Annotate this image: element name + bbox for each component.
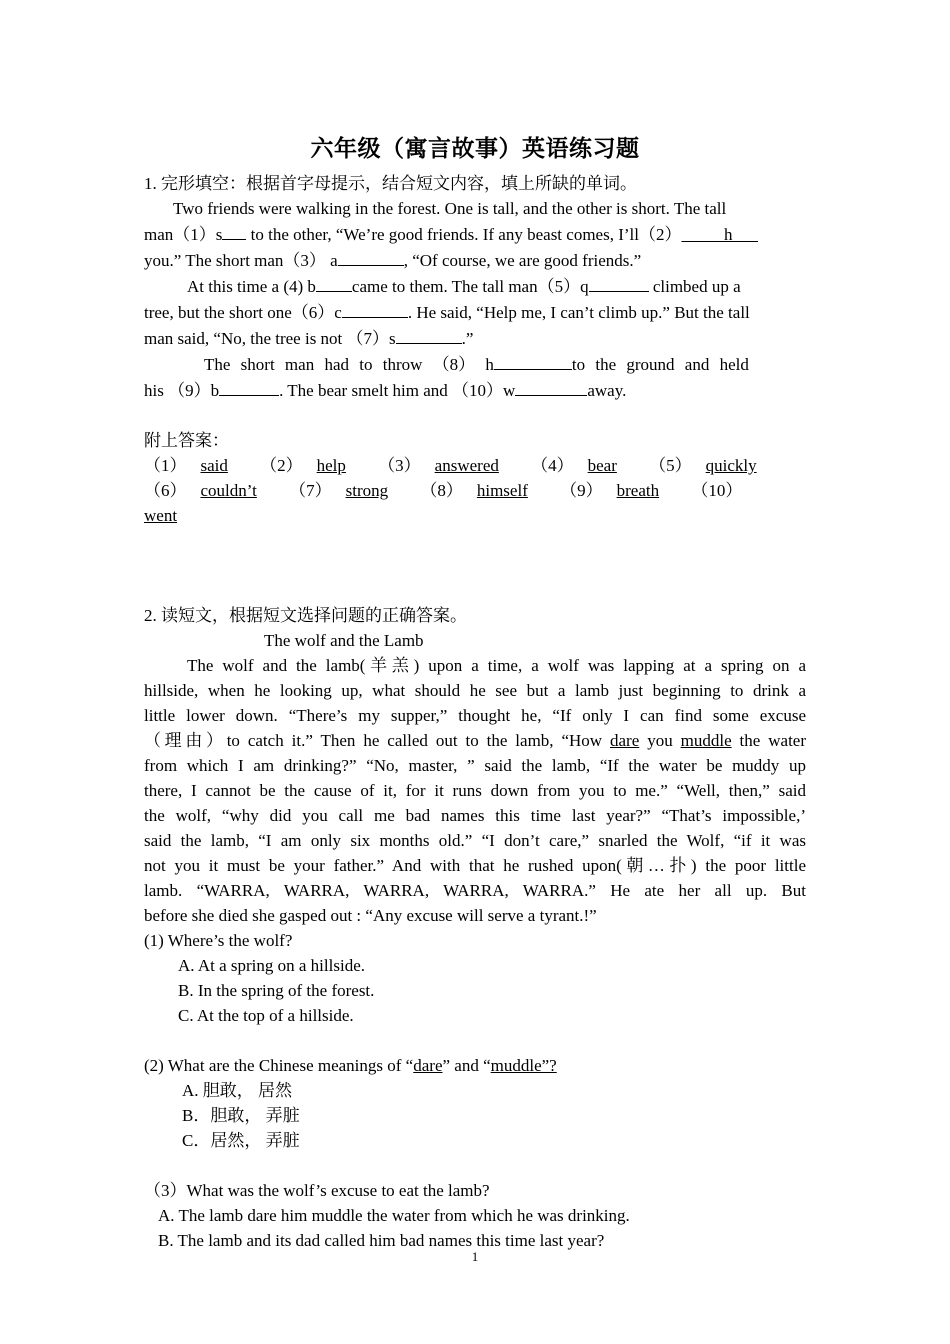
page-title: 六年级（寓言故事）英语练习题 [310, 136, 640, 161]
question-2-option-b: B．胆敢， 弄脏 [182, 1106, 300, 1125]
cloze-line-6: man said, “No, the tree is not （7）s .” [144, 325, 806, 351]
answer-5: （5） quickly [649, 456, 757, 475]
story-line-6: there, I cannot be the cause of it, for it runs down from you to me.” “Well, then,” said [144, 781, 806, 800]
story-line-5: from which I am drinking?” “No, master, ” said the lamb, “If the water be muddy up [144, 756, 806, 775]
blank-4 [316, 273, 352, 292]
answer-2: （2） help [260, 456, 346, 475]
question-3: （3）What was the wolf’s excuse to eat the lamb? [144, 1181, 490, 1200]
word-dare: dare [610, 731, 640, 750]
cloze-line-1: Two friends were walking in the forest. One is tall, and the other is short. The tall [173, 199, 727, 218]
answers-heading: 附上答案： [144, 431, 229, 450]
answers-row-1 [144, 453, 806, 478]
cloze-line-5: tree, but the short one（6）c . He said, “Help me, I can’t climb up.” But the tall [144, 299, 806, 325]
blank-2: h [723, 225, 733, 244]
answer-9: （9） breath [560, 481, 660, 500]
answer-8: （8） himself [420, 481, 528, 500]
word-muddle: muddle [680, 731, 732, 750]
blank-5 [589, 273, 649, 292]
blank-8 [494, 351, 572, 370]
story-line-9: not you it must be your father.” And with that he rushed upon(朝…扑) the poor little [144, 856, 806, 875]
blank-7 [396, 325, 462, 344]
question-1-option-c: C. At the top of a hillside. [178, 1006, 354, 1025]
blank-3 [338, 247, 404, 266]
story-title: The wolf and the Lamb [264, 631, 424, 650]
cloze-line-3: you.” The short man（3） a , “Of course, we are good friends.” [144, 247, 806, 273]
story-line-8: said the lamb, “I am only six months old.” “I don’t care,” snarled the Wolf, “if it was [144, 831, 806, 850]
question-1-option-b: B. In the spring of the forest. [178, 981, 375, 1000]
story-line-2: hillside, when he looking up, what should he see but a lamb just beginning to drink a [144, 681, 806, 700]
question-3-option-b: B. The lamb and its dad called him bad names this time last year? [158, 1231, 605, 1250]
story-line-7: the wolf, “why did you call me bad names this time last year?” “That’s impossible,’ [144, 806, 806, 825]
document-page [144, 132, 806, 1253]
story-line-1: The wolf and the lamb(羊羔) upon a time, a wolf was lapping at a spring on a [187, 656, 806, 675]
section2-heading: 2. 读短文，根据短文选择问题的正确答案。 [144, 606, 467, 625]
question-2-option-c: C．居然， 弄脏 [182, 1131, 300, 1150]
question-2-option-a: A. 胆敢， 居然 [182, 1081, 293, 1100]
answer-1: （1） said [144, 456, 228, 475]
question-1: (1) Where’s the wolf? [144, 931, 293, 950]
story-line-4: （理由）to catch it.” Then he called out to the lamb, “How dare you muddle the water [144, 731, 806, 750]
answer-3: （3） answered [378, 456, 499, 475]
answer-6: （6） couldn’t [144, 481, 257, 500]
question-1-option-a: A. At a spring on a hillside. [178, 956, 365, 975]
story-line-10: lamb. “WARRA, WARRA, WARRA, WARRA, WARRA.” He ate her all up. But [144, 881, 806, 900]
answer-4: （4） bear [531, 456, 617, 475]
answer-10: （10）went [144, 481, 743, 525]
cloze-line-2: man（1）s to the other, “We’re good friends. If any beast comes, I’ll（2） h [144, 221, 806, 247]
cloze-line-8: his （9）b . The bear smelt him and （10）w away. [144, 377, 806, 403]
cloze-line-7: The short man had to throw （8） h to the ground and held [144, 351, 806, 377]
answers-row-2 [144, 478, 806, 528]
cloze-line-4: At this time a (4) b came to them. The tall man（5）q climbed up a [144, 273, 806, 299]
section1-heading: 1. 完形填空：根据首字母提示，结合短文内容，填上所缺的单词。 [144, 174, 637, 193]
blank-6 [342, 299, 408, 318]
question-2: (2) What are the Chinese meanings of “dare” and “muddle”? [144, 1056, 557, 1075]
blank-1 [222, 221, 246, 240]
blank-10 [515, 377, 587, 396]
blank-9 [219, 377, 279, 396]
story-line-11: before she died she gasped out : “Any excuse will serve a tyrant.!” [144, 906, 597, 925]
story-line-3: little lower down. “There’s my supper,” thought he, “If only I can find some excuse [144, 706, 806, 725]
question-3-option-a: A. The lamb dare him muddle the water from which he was drinking. [158, 1206, 630, 1225]
page-number: 1 [471, 1249, 479, 1264]
answer-7: （7） strong [289, 481, 389, 500]
